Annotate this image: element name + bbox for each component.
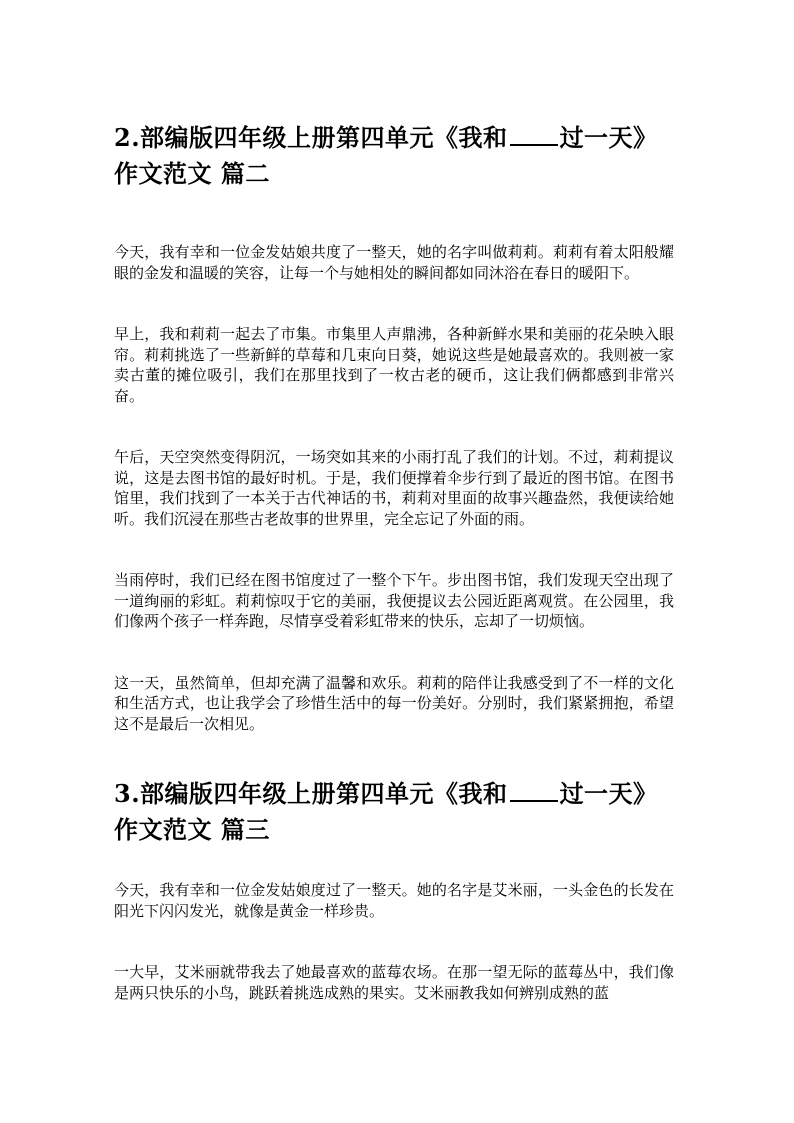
paragraph: 早上，我和莉莉一起去了市集。市集里人声鼎沸，各种新鲜水果和美丽的花朵映入眼帘。莉莉挑选了一些新鲜的草莓和几束向日葵，她说这些是她最喜欢的。我则被一家卖古董的摊位吸引，我们在那里找到了一枚古老的硬币，这让我们俩都感到非常兴奋。 xyxy=(114,325,674,405)
paragraph: 今天，我有幸和一位金发姑娘度过了一整天。她的名字是艾米丽，一头金色的长发在阳光下闪闪发光，就像是黄金一样珍贵。 xyxy=(114,881,674,920)
heading-blank-line xyxy=(510,780,558,802)
paragraph: 这一天，虽然简单，但却充满了温馨和欢乐。莉莉的陪伴让我感受到了不一样的文化和生活方式，也让我学会了珍惜生活中的每一份美好。分别时，我们紧紧拥抱，希望这不是最后一次相见。 xyxy=(114,673,674,733)
heading-text-suffix: 过一天》作文范文 篇三 xyxy=(114,779,658,844)
heading-text-prefix: 3.部编版四年级上册第四单元《我和 xyxy=(114,779,508,808)
heading-text-prefix: 2.部编版四年级上册第四单元《我和 xyxy=(114,123,508,152)
paragraph: 午后，天空突然变得阴沉，一场突如其来的小雨打乱了我们的计划。不过，莉莉提议说，这是去图书馆的最好时机。于是，我们便撑着伞步行到了最近的图书馆。在图书馆里，我们找到了一本关于古代神话的书，莉莉对里面的故事兴趣盎然，我便读给她听。我们沉浸在那些古老故事的世界里，完全忘记了外面的雨。 xyxy=(114,448,674,528)
paragraph: 一大早，艾米丽就带我去了她最喜欢的蓝莓农场。在那一望无际的蓝莓丛中，我们像是两只快乐的小鸟，跳跃着挑选成熟的果实。艾米丽教我如何辨别成熟的蓝 xyxy=(114,963,674,1002)
paragraph: 今天，我有幸和一位金发姑娘共度了一整天，她的名字叫做莉莉。莉莉有着太阳般耀眼的金发和温暖的笑容，让每一个与她相处的瞬间都如同沐浴在春日的暖阳下。 xyxy=(114,243,674,282)
section-heading-3 xyxy=(114,776,674,848)
heading-text-suffix: 过一天》作文范文 篇二 xyxy=(114,123,658,188)
section-heading-2 xyxy=(114,120,674,192)
heading-blank-line xyxy=(510,124,558,146)
document-content xyxy=(114,120,674,1003)
paragraph: 当雨停时，我们已经在图书馆度过了一整个下午。步出图书馆，我们发现天空出现了一道绚丽的彩虹。莉莉惊叹于它的美丽，我便提议去公园近距离观赏。在公园里，我们像两个孩子一样奔跑，尽情享受着彩虹带来的快乐，忘却了一切烦恼。 xyxy=(114,571,674,630)
